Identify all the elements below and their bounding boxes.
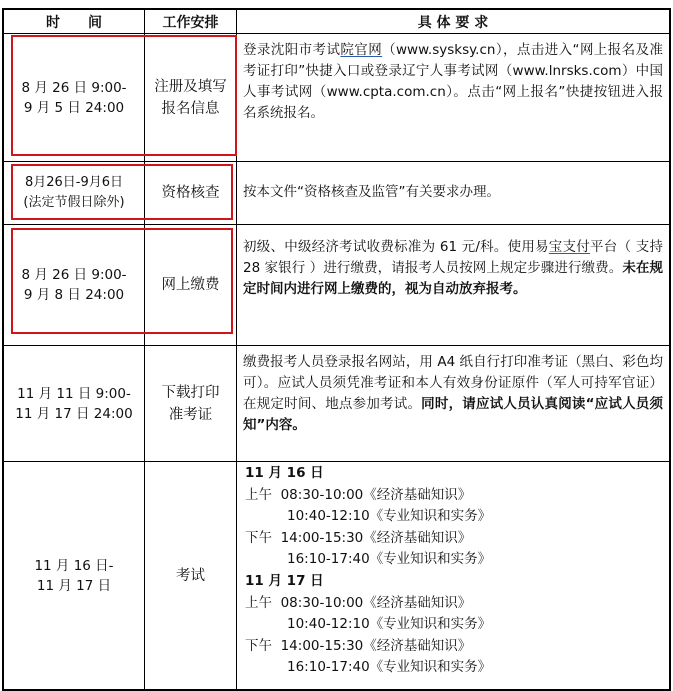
row5-task: 考试	[176, 567, 205, 584]
session-subject: 《经济基础知识》	[363, 594, 472, 611]
exam-session	[245, 485, 665, 507]
row1-req-link-official-site[interactable]: 院官网	[340, 42, 383, 58]
exam-session	[245, 549, 665, 571]
session-period: 下午	[245, 637, 272, 654]
row4-time-end: 11 月 17 日 24:00	[15, 405, 133, 422]
row4-time-start: 11 月 11 日 9:00-	[17, 385, 131, 402]
row1-req-text-b: （www.sysksy.cn），点击进入“网上报名及准考证打印”快捷入口或登录辽宁人事考试网（www.lnrsks.com）中国人事考试网（www.cpta.com.cn）。点击“网上报名”快捷按钮进入报名系统报名。	[243, 42, 664, 121]
row2-time-note: (法定节假日除外)	[23, 195, 125, 210]
header-task: 工作安排	[162, 14, 219, 31]
session-subject: 《专业知识和实务》	[369, 551, 492, 568]
header-time: 时 间	[46, 14, 102, 31]
row3-time-end: 9 月 8 日 24:00	[23, 287, 125, 303]
session-subject: 《专业知识和实务》	[369, 616, 492, 633]
row1-time-start: 8 月 26 日 9:00-	[21, 79, 127, 96]
row4-req-notice: 同时，请应试人员认真阅读“应试人员须知”内容。	[243, 396, 663, 433]
session-time: 14:00-15:30	[280, 529, 364, 546]
header-requirements: 具 体 要 求	[417, 14, 489, 31]
row2-requirements: 按本文件“资格核查及监管”有关要求办理。	[243, 184, 500, 200]
session-time: 16:10-17:40	[287, 659, 370, 676]
row3-task: 网上缴费	[161, 277, 220, 293]
row1-time-end: 9 月 5 日 24:00	[23, 99, 125, 116]
session-period: 上午	[245, 486, 272, 503]
row2-time-range: 8月26日-9月6日	[24, 175, 124, 190]
row1-time	[4, 34, 144, 161]
session-subject: 《经济基础知识》	[363, 637, 472, 654]
exam-day-1: 11 月 16 日	[245, 465, 324, 481]
session-time: 10:40-12:10	[287, 616, 370, 633]
row1-task-line1: 注册及填写	[154, 78, 227, 95]
exam-session	[245, 506, 665, 528]
exam-schedule	[245, 463, 665, 679]
exam-day-2: 11 月 17 日	[245, 572, 324, 589]
exam-session	[245, 593, 665, 615]
session-period: 下午	[245, 529, 272, 546]
exam-session	[245, 528, 665, 550]
row5-time-start: 11 月 16 日-	[34, 557, 114, 574]
row4-time	[4, 346, 144, 461]
row4-req-text: 缴费报考人员登录报名网站，用 A4 纸自行打印准考证（黑白、彩色均可）。应试人员须凭准考证和本人有效身份证原件（军人可持军官证）在规定时间、地点参加考试。	[243, 354, 663, 412]
session-subject: 《专业知识和实务》	[369, 508, 492, 525]
row3-req-warning: 未在规定时间内进行网上缴费的，视为自动放弃报考。	[243, 260, 663, 297]
row1-task	[145, 34, 236, 161]
row2-time	[4, 162, 144, 224]
row4-task-line2: 准考证	[168, 406, 213, 423]
row4-requirements	[243, 352, 663, 436]
row5-time-end: 11 月 17 日	[36, 577, 112, 594]
session-time: 10:40-12:10	[287, 508, 370, 525]
exam-session	[245, 636, 665, 658]
row3-req-text-b: 平台（ 支持 28 家银行 ）进行缴费，请报考人员按网上规定步骤进行缴费。	[243, 239, 663, 276]
rule-right	[669, 8, 671, 691]
session-period: 上午	[245, 594, 272, 611]
row3-requirements	[243, 237, 663, 300]
row3-req-link-yeepay[interactable]: 宝支付	[548, 239, 591, 255]
exam-session	[245, 657, 665, 679]
session-subject: 《经济基础知识》	[363, 529, 472, 546]
row1-requirements	[243, 40, 663, 124]
row1-task-line2: 报名信息	[161, 100, 220, 117]
row5-time	[4, 462, 144, 689]
session-time: 16:10-17:40	[287, 551, 370, 568]
session-subject: 《经济基础知识》	[363, 486, 472, 503]
session-time: 14:00-15:30	[280, 637, 364, 654]
session-subject: 《专业知识和实务》	[369, 659, 492, 676]
row3-time-start: 8 月 26 日 9:00-	[21, 267, 127, 283]
row1-req-text-a: 登录沈阳市考试	[243, 42, 341, 58]
row4-task	[145, 346, 236, 461]
session-time: 08:30-10:00	[280, 594, 364, 611]
row3-time	[4, 225, 144, 345]
row4-task-line1: 下载打印	[161, 384, 220, 401]
row2-task: 资格核查	[161, 185, 220, 201]
row3-req-text-a: 初级、中级经济考试收费标准为 61 元/科。使用易	[243, 239, 549, 255]
exam-session	[245, 614, 665, 636]
session-time: 08:30-10:00	[280, 486, 364, 503]
